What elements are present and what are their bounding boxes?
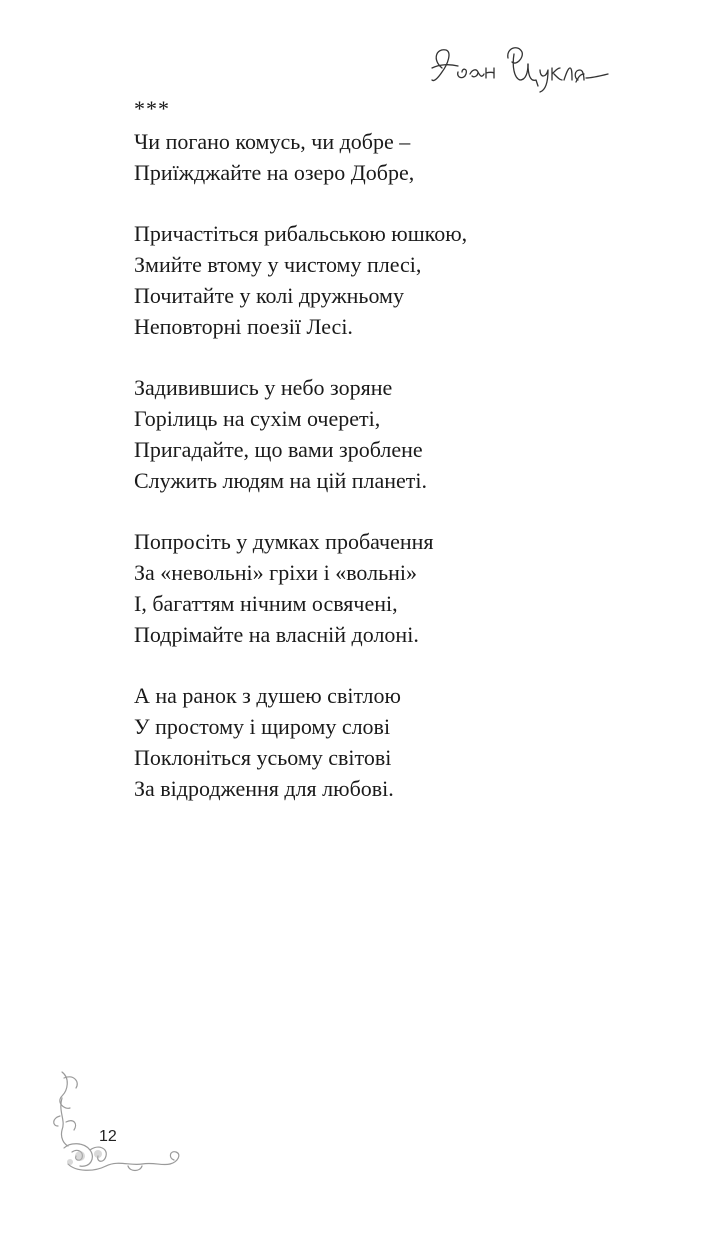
page-number: 12 bbox=[99, 1128, 117, 1145]
poem-line: Поклоніться усьому світові bbox=[134, 745, 392, 770]
poem-line: Змийте втому у чистому плесі, bbox=[134, 252, 422, 277]
poem-line: Задивившись у небо зоряне bbox=[134, 375, 393, 400]
poem bbox=[134, 96, 654, 834]
poem-line: У простому і щирому слові bbox=[134, 714, 391, 739]
poem-line: Служить людям на цій планеті. bbox=[134, 468, 427, 493]
poem-line: Чи погано комусь, чи добре – bbox=[134, 129, 411, 154]
poem-line: А на ранок з душею світлою bbox=[134, 683, 401, 708]
poem-stanza-4 bbox=[134, 526, 654, 650]
poem-stanza-3 bbox=[134, 372, 654, 496]
poem-stanza-5 bbox=[134, 680, 654, 804]
poem-line: Приїжджайте на озеро Добре, bbox=[134, 160, 415, 185]
author-signature bbox=[428, 38, 618, 98]
poem-line: За «невольні» гріхи і «вольні» bbox=[134, 560, 418, 585]
floral-corner-ornament-icon bbox=[50, 1068, 210, 1178]
poem-asterism: *** bbox=[134, 96, 170, 121]
poem-line: Подрімайте на власній долоні. bbox=[134, 622, 419, 647]
poem-stanza-2 bbox=[134, 218, 654, 342]
poem-line: Пригадайте, що вами зроблене bbox=[134, 437, 423, 462]
poem-line: Попросіть у думках пробачення bbox=[134, 529, 434, 554]
poem-line: Горілиць на сухім очереті, bbox=[134, 406, 381, 431]
poem-line: За відродження для любові. bbox=[134, 776, 394, 801]
poem-line: Неповторні поезії Лесі. bbox=[134, 314, 353, 339]
poem-line: Причастіться рибальською юшкою, bbox=[134, 221, 468, 246]
poem-line: І, багаттям нічним освячені, bbox=[134, 591, 398, 616]
poem-stanza-1 bbox=[134, 126, 654, 188]
poem-line: Почитайте у колі дружньому bbox=[134, 283, 404, 308]
